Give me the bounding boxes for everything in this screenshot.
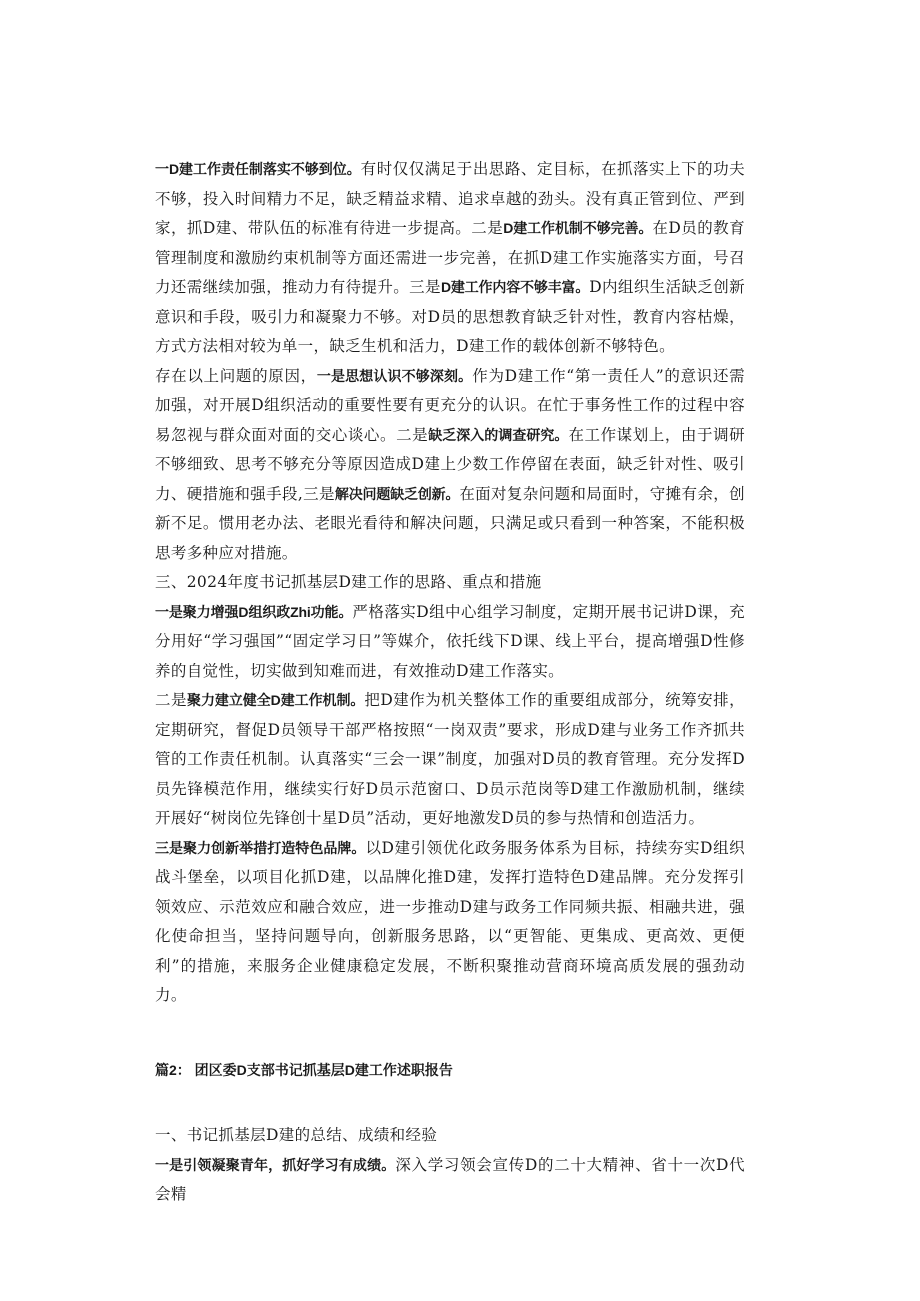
paragraph-text: 二是 xyxy=(155,691,187,709)
paragraph-measure-two xyxy=(155,686,745,834)
lead-phrase: 缺乏深入的调查研究。 xyxy=(428,426,569,443)
paragraph-text: 深入学习领会宣传D的二十大精神、省十一次D代会精 xyxy=(155,1155,745,1203)
paragraph-text: 把D建作为机关整体工作的重要组成部分，统筹安排，定期研究，督促D员领导干部严格按照“一岗双责”要求，形成D建与业务工作齐抓共管的工作责任机制。认真落实“三会一课”制度，加强对D员的教育管理。充分发挥D员先锋模范作用，继续实行好D员示范窗口、D员示范岗等D建工作激励机制，继续开展好“树岗位先锋创十星D员”活动，更好地激发D员的参与热情和创造活力。 xyxy=(155,691,745,827)
lead-phrase: 一D建工作责任制落实不够到位。 xyxy=(155,161,361,177)
paragraph-measure-three xyxy=(155,834,745,1011)
paragraph-text: 在工作谋划上，由于调研不够细致、思考不够充分等原因造成D建上少数工作停留在表面，缺乏针对性、吸引力、硬措施和强手段,三是 xyxy=(155,425,746,503)
lead-phrase: 一是思想认识不够深刻。 xyxy=(316,367,473,384)
spacer xyxy=(155,1085,745,1121)
article-title: 篇2： 团区委D支部书记抓基层D建工作述职报告 xyxy=(155,1061,453,1078)
paragraph-problem-causes xyxy=(155,362,745,569)
paragraph-text: 在D员的教育管理制度和激励约束机制等方面还需进一步完善，在抓D建工作实施落实方面，号召力还需继续加强，推动力有待提升。三是 xyxy=(155,219,745,296)
spacer xyxy=(155,1011,745,1056)
paragraph-youth-study xyxy=(155,1151,745,1210)
lead-phrase: 解决问题缺乏创新。 xyxy=(334,485,460,502)
document-page xyxy=(155,155,745,1210)
paragraph-party-building-problems xyxy=(155,155,745,362)
lead-phrase: 三是聚力创新举措打造特色品牌。 xyxy=(155,839,366,856)
paragraph-text: 以D建引领优化政务服务体系为目标，持续夯实D组织战斗堡垒，以项目化抓D建，以品牌化推D建，发挥打造特色D建品牌。充分发挥引领效应、示范效应和融合效应，进一步推动D建与政务工作同频共振、相融共进，强化使命担当，坚持问题导向，创新服务思路，以“更智能、更集成、更高效、更便利”的措施，来服务企业健康稳定发展，不断积聚推动营商环境高质发展的强劲动力。 xyxy=(155,838,745,1004)
paragraph-text: 作为D建工作“第一责任人”的意识还需加强，对开展D组织活动的重要性要有更充分的认识。在忙于事务性工作的过程中容易忽视与群众面对面的交心谈心。二是 xyxy=(155,366,745,444)
lead-phrase: D建工作内容不够丰富。 xyxy=(440,279,590,295)
lead-phrase: 一是引领凝聚青年，抓好学习有成绩。 xyxy=(155,1156,396,1173)
paragraph-text: 严格落实D组中心组学习制度，定期开展书记讲D课，充分用好“学习强国”“固定学习日”等媒介，依托线下D课、线上平台，提高增强D性修养的自觉性，切实做到知难而进，有效推动D建工作落实。 xyxy=(155,602,745,680)
lead-phrase: 一是聚力增强D组织政Zhi功能。 xyxy=(155,603,353,620)
paragraph-text: D内组织生活缺乏创新意识和手段，吸引力和凝聚力不够。对D员的思想教育缺乏针对性，教育内容枯燥，方式方法相对较为单一，缺乏生机和活力，D建工作的载体创新不够特色。 xyxy=(155,278,745,355)
paragraph-text: 有时仅仅满足于出思路、定目标，在抓落实上下的功夫不够，投入时间精力不足，缺乏精益求精、追求卓越的劲头。没有真正管到位、严到家，抓D建、带队伍的标准有待进一步提高。二是 xyxy=(155,160,745,237)
paragraph-text: 在面对复杂问题和局面时，守摊有余，创新不足。惯用老办法、老眼光看待和解决问题，只满足或只看到一种答案，不能积极思考多种应对措施。 xyxy=(155,484,745,562)
section-heading: 一、书记抓基层D建的总结、成绩和经验 xyxy=(155,1126,438,1144)
paragraph-text: 存在以上问题的原因， xyxy=(155,366,317,385)
lead-phrase: 聚力建立健全D建工作机制。 xyxy=(187,692,365,708)
lead-phrase: D建工作机制不够完善。 xyxy=(503,220,653,236)
section-heading: 三、2024年度书记抓基层D建工作的思路、重点和措施 xyxy=(155,573,542,591)
paragraph-measure-one xyxy=(155,598,745,687)
